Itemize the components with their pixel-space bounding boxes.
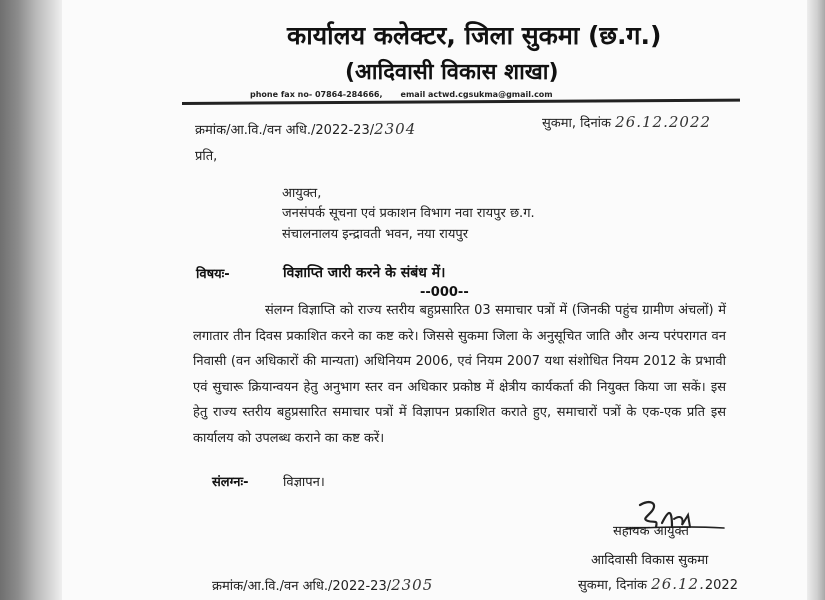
bottom-reference-prefix: क्रमांक/आ.वि./वन अधि./2022-23/: [212, 579, 392, 594]
bottom-reference-number: [212, 576, 433, 594]
letterhead-subtitle: (आदिवासी विकास शाखा): [345, 60, 559, 85]
reference-number: [195, 120, 416, 138]
salutation: प्रति,: [195, 149, 218, 164]
letterhead-contact: [250, 90, 571, 99]
bottom-handwritten-date: 26.12.: [651, 575, 705, 593]
enclosure-label: संलग्नः-: [212, 475, 249, 490]
bottom-date-year: 2022: [704, 578, 738, 593]
separator: --000--: [420, 285, 469, 300]
recipient-line-1: आयुक्त,: [282, 186, 322, 201]
phone-fax-number: phone fax no- 07864-284666,: [250, 90, 383, 99]
reference-prefix: क्रमांक/आ.वि./वन अधि./2022-23/: [195, 123, 375, 138]
signatory-office: आदिवासी विकास सुकमा: [591, 553, 709, 568]
handwritten-date: 26.12.2022: [615, 113, 712, 131]
subject-label: विषयः-: [196, 267, 230, 282]
place-date-prefix: सुकमा, दिनांक: [542, 116, 612, 131]
email-address: email actwd.cgsukma@gmail.com: [400, 90, 553, 99]
subject-text: विज्ञाप्ति जारी करने के संबंध में।: [283, 265, 446, 281]
handwritten-reference-number: 2304: [374, 120, 417, 138]
signatory-designation: सहायक आयुक्त: [613, 524, 689, 539]
letter-body: संलग्न विज्ञाप्ति को राज्य स्तरीय बहुप्रसारित 03 समाचार पत्रों में (जिनकी पहुंच ग्रामीण अंचलों) में लगातार तीन दिवस प्रकाशित करने का कष्ट करे। जिससे सुकमा जिला के अनुसूचित जाति और अन्य परंपरागत वन निवासी (वन अधिकारों की मान्यता) अधिनियम 2006, एवं नियम 2007 यथा संशोधित नियम 2012 के प्रभावी एवं सुचारू क्रियान्वयन हेतु अनुभाग स्तर वन अधिकार प्रकोष्ठ में क्षेत्रीय कार्यकर्ता की नियुक्त किया जा सकें। इस हेतु राज्य स्तरीय बहुप्रसारित समाचार पत्रों में विज्ञापन प्रकाशित कराते हुए, समाचारों पत्रों के एक-एक प्रति इस कार्यालय को उपलब्ध कराने का कष्ट करें।: [193, 303, 726, 446]
bottom-place-date: [578, 575, 738, 593]
scan-right-edge: [807, 0, 825, 600]
recipient-line-3: संचालनालय इन्द्रावती भवन, नया रायपुर: [282, 227, 469, 242]
bottom-place-date-prefix: सुकमा, दिनांक: [578, 578, 648, 593]
bottom-handwritten-number: 2305: [391, 576, 434, 594]
scan-left-edge: [0, 0, 62, 600]
recipient-line-2: जनसंपर्क सूचना एवं प्रकाशन विभाग नवा रायपुर छ.ग.: [282, 206, 535, 221]
reference-place-date: [542, 113, 711, 131]
letterhead-title: कार्यालय कलेक्टर, जिला सुकमा (छ.ग.): [287, 21, 662, 50]
enclosure-text: विज्ञापन।: [283, 475, 325, 490]
